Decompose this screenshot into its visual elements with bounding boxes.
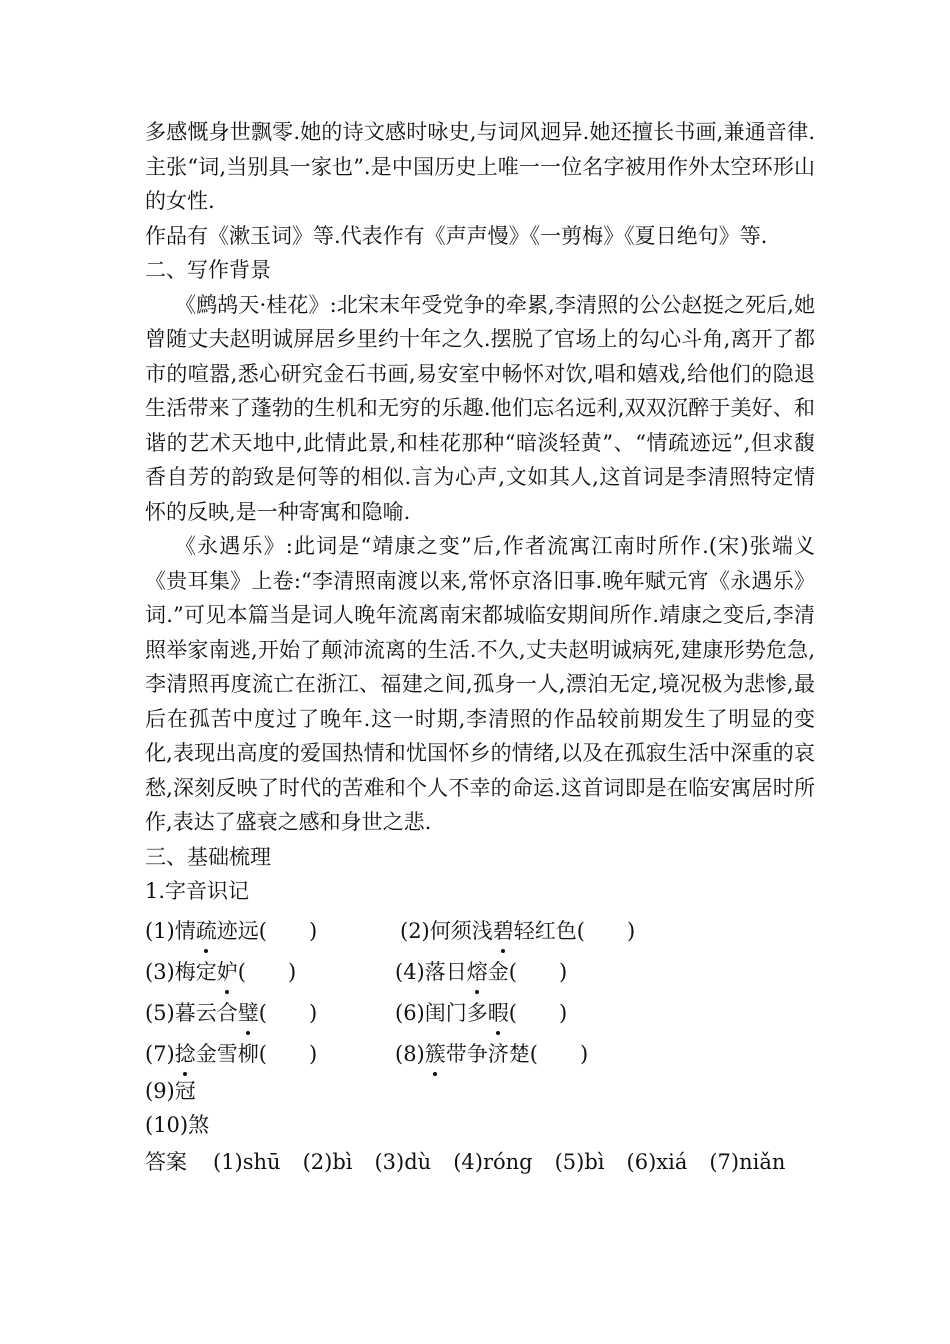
works-paragraph: 作品有《漱玉词》等.代表作有《声声慢》《一剪梅》《夏日绝句》等. xyxy=(145,223,768,248)
answer-7: (7)niǎn xyxy=(709,1149,786,1174)
author-bio-paragraph: 多感慨身世飘零.她的诗文感时咏史,与词风迥异.她还擅长书画,兼通音律.主张“词,当别具一家也”.是中国历史上唯一一位名字被用作外太空环形山的女性. xyxy=(145,120,815,213)
answer-label: 答案 xyxy=(145,1149,187,1174)
section-heading-background: 二、写作背景 xyxy=(145,258,271,282)
item-1: (1)情疏迹远( ) xyxy=(145,914,400,949)
background-paragraph-2: 《永遇乐》:此词是“靖康之变”后,作者流寓江南时所作.(宋)张端义《贵耳集》上卷:“李清照南渡以来,常怀京洛旧事.晚年赋元宵《永遇乐》词.”可见本篇当是词人晚年流离南宋都城临安期间所作.靖康之变后,李清照举家南逃,开始了颠沛流离的生活.不久,丈夫赵明诚病死,建康形势危急,李清照再度流亡在浙江、福建之间,孤身一人,漂泊无定,境况极为悲惨,最后在孤苦中度过了晚年.这一时期,李清照的作品较前期发生了明显的变化,表现出高度的爱国热情和忧国怀乡的情绪,以及在孤寂生活中深重的哀愁,深刻反映了时代的苦难和个人不幸的命运.这首词即是在临安寓居时所作,表达了盛衰之感和身世之悲. xyxy=(145,534,815,834)
emphasis-dot: 疏 xyxy=(196,914,217,949)
item-row xyxy=(145,952,815,993)
emphasis-dot: 妒 xyxy=(217,955,238,990)
item-4: (4)落日熔金( ) xyxy=(395,955,567,990)
answer-line xyxy=(145,1145,815,1180)
item-row xyxy=(145,911,815,952)
item-9: (9)冠 xyxy=(145,1079,196,1104)
emphasis-dot: 璧 xyxy=(238,996,259,1031)
emphasis-dot: 簇 xyxy=(425,1037,446,1072)
item-row xyxy=(145,1034,815,1075)
answer-2: (2)bì xyxy=(302,1149,353,1174)
pronunciation-items xyxy=(145,911,815,1143)
section-heading-basics: 三、基础梳理 xyxy=(145,844,271,869)
answer-5: (5)bì xyxy=(554,1149,605,1174)
item-6: (6)闺门多暇( ) xyxy=(395,996,567,1031)
item-8: (8)簇带争济楚( ) xyxy=(395,1037,588,1072)
item-7: (7)捻金雪柳( ) xyxy=(145,1037,395,1072)
item-row xyxy=(145,1109,815,1143)
emphasis-dot: 熔 xyxy=(467,955,488,990)
item-row xyxy=(145,993,815,1034)
emphasis-dot: 暇 xyxy=(488,996,509,1031)
answer-4: (4)róng xyxy=(453,1149,533,1174)
document-body xyxy=(145,115,815,1179)
subheading-pronunciation: 1.字音识记 xyxy=(145,879,250,903)
answer-6: (6)xiá xyxy=(626,1149,688,1174)
emphasis-dot: 碧 xyxy=(493,914,514,949)
background-paragraph-1: 《鹧鸪天·桂花》:北宋末年受党争的牵累,李清照的公公赵挺之死后,她曾随丈夫赵明诚屏居乡里约十年之久.摆脱了官场上的勾心斗角,离开了都市的喧嚣,悉心研究金石书画,易安室中畅怀对饮,唱和嬉戏,给他们的隐退生活带来了蓬勃的生机和无穷的乐趣.他们忘名远利,双双沉醉于美好、和谐的艺术天地中,此情此景,和桂花那种“暗淡轻黄”、“情疏迹远”,但求馥香自芳的韵致是何等的相似.言为心声,文如其人,这首词是李清照特定情怀的反映,是一种寄寓和隐喻. xyxy=(145,292,815,524)
answer-3: (3)dù xyxy=(374,1149,432,1174)
item-10: (10)煞 xyxy=(145,1113,210,1138)
item-2: (2)何须浅碧轻红色( ) xyxy=(400,914,635,949)
item-row xyxy=(145,1075,815,1109)
answer-1: (1)shū xyxy=(213,1149,281,1174)
item-3: (3)梅定妒( ) xyxy=(145,955,395,990)
item-5: (5)暮云合璧( ) xyxy=(145,996,395,1031)
emphasis-dot: 捻 xyxy=(175,1037,196,1072)
